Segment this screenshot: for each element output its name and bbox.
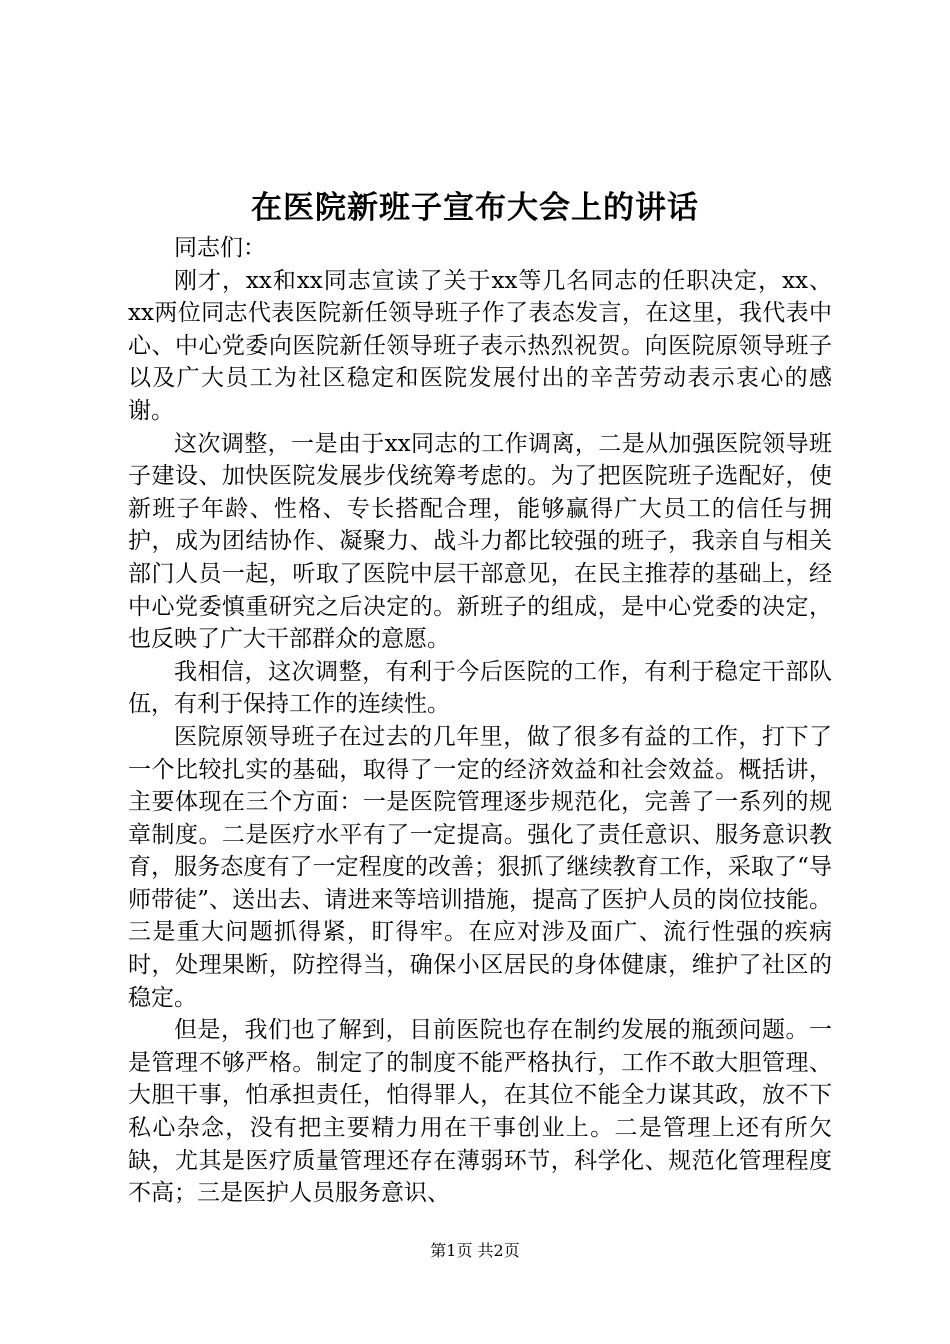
document-body <box>128 232 832 1210</box>
document-title: 在医院新班子宣布大会上的讲话 <box>251 190 699 226</box>
paragraph-2: 这次调整，一是由于xx同志的工作调离，二是从加强医院领导班子建设、加快医院发展步伐统筹考虑的。为了把医院班子选配好，使新班子年龄、性格、专长搭配合理，能够赢得广大员工的信任与拥护，成为团结协作、凝聚力、战斗力都比较强的班子，我亲自与相关部门人员一起，听取了医院中层干部意见，在民主推荐的基础上，经中心党委慎重研究之后决定的。新班子的组成，是中心党委的决定，也反映了广大干部群众的意愿。 <box>128 430 832 653</box>
paragraph-3: 我相信，这次调整，有利于今后医院的工作，有利于稳定干部队伍，有利于保持工作的连续性。 <box>128 658 832 718</box>
paragraph-1: 刚才，xx和xx同志宣读了关于xx等几名同志的任职决定，xx、xx两位同志代表医院新任领导班子作了表态发言，在这里，我代表中心、中心党委向医院新任领导班子表示热烈祝贺。向医院原领导班子以及广大员工为社区稳定和医院发展付出的辛苦劳动表示衷心的感谢。 <box>128 267 832 424</box>
paragraph-salutation: 同志们： <box>174 235 266 261</box>
paragraph-4: 医院原领导班子在过去的几年里，做了很多有益的工作，打下了一个比较扎实的基础，取得了一定的经济效益和社会效益。概括讲，主要体现在三个方面：一是医院管理逐步规范化，完善了一系列的规章制度。二是医疗水平有了一定提高。强化了责任意识、服务意识教育，服务态度有了一定程度的改善；狠抓了继续教育工作，采取了“导师带徒”、送出去、请进来等培训措施，提高了医护人员的岗位技能。三是重大问题抓得紧，盯得牢。在应对涉及面广、流行性强的疾病时，处理果断，防控得当，确保小区居民的身体健康，维护了社区的稳定。 <box>128 723 832 1011</box>
page-number-footer: 第1页 共2页 <box>430 1241 520 1260</box>
paragraph-5: 但是，我们也了解到，目前医院也存在制约发展的瓶颈问题。一是管理不够严格。制定了的制度不能严格执行，工作不敢大胆管理、大胆干事，怕承担责任，怕得罪人，在其位不能全力谋其政，放不下私心杂念，没有把主要精力用在干事创业上。二是管理上还有所欠缺，尤其是医疗质量管理还存在薄弱环节，科学化、规范化管理程度不高；三是医护人员服务意识、 <box>128 1017 832 1207</box>
